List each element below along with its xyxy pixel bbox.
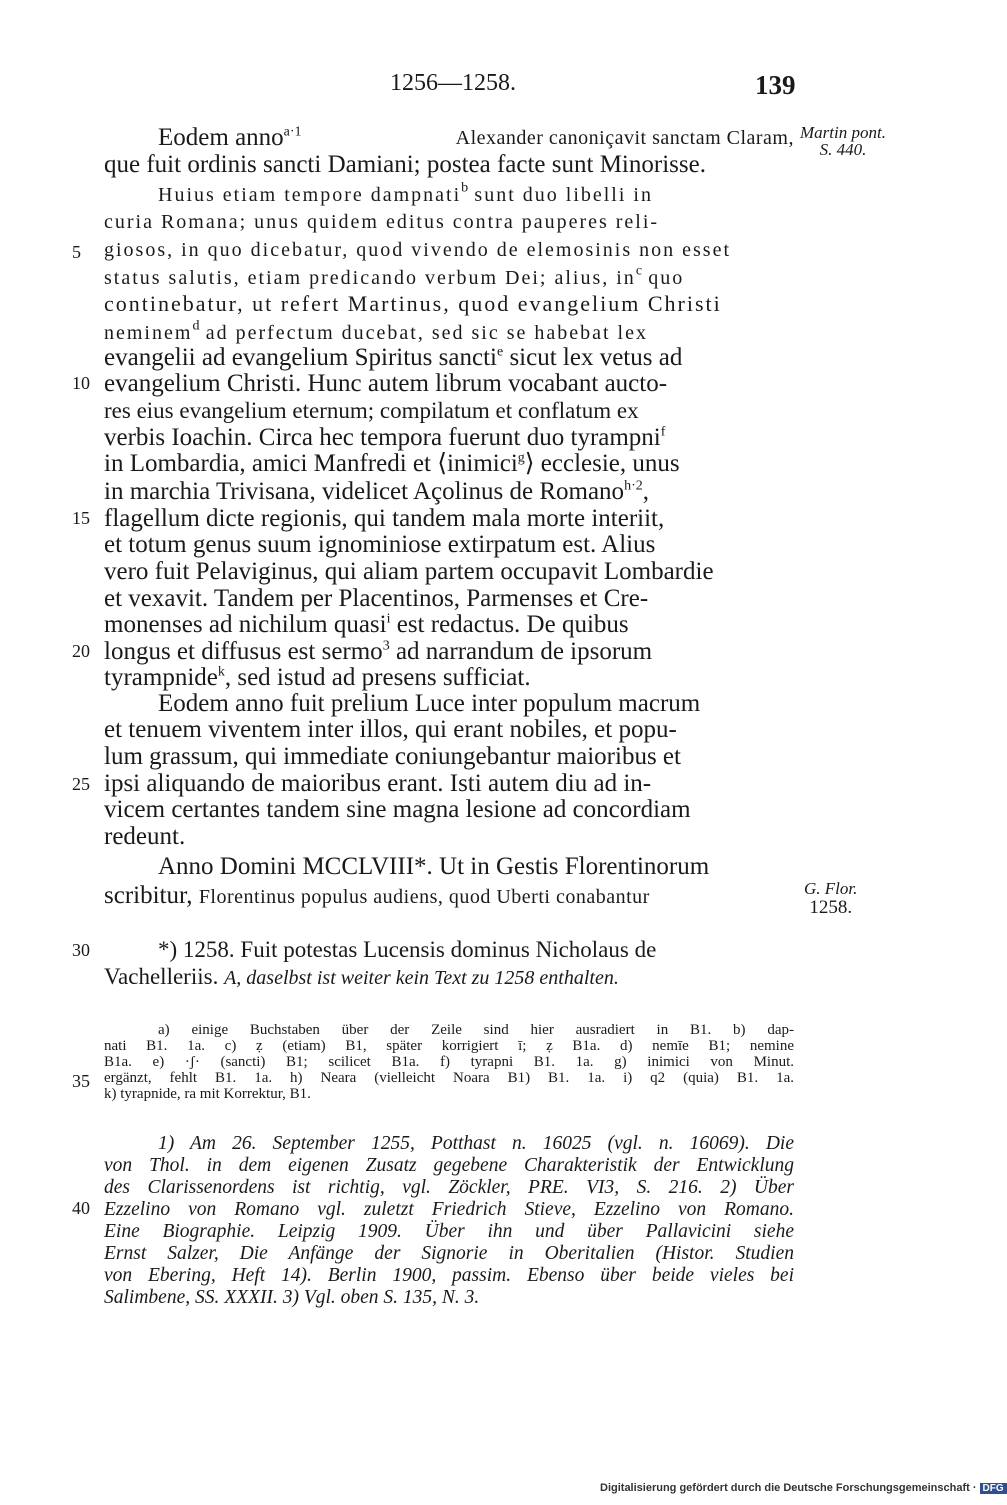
footnote-marker: b: [461, 180, 469, 196]
text-line: [104, 263, 684, 292]
variant-line: B1a. e) ·ʃ· (sancti) B1; scilicet B1a. f) tyrapni B1. 1a. g) inimici von Minut.: [104, 1054, 794, 1070]
footnote-marker: i: [386, 611, 391, 627]
page-header: [0, 0, 1000, 110]
text-line: et vexavit. Tandem per Placentinos, Parmenses et Cre-: [104, 585, 649, 612]
text-span: , sed istud ad presens sufficiat.: [224, 664, 531, 691]
text-span: Vachelleriis.: [104, 964, 219, 989]
text-span: ad perfectum ducebat, sed sic se habebat lex: [205, 322, 648, 344]
footer-credit: Digitalisierung gefördert durch die Deutsche Forschungsgemeinschaft ·: [600, 1482, 977, 1494]
margin-note-martin: [800, 124, 886, 158]
text-span: longus et diffusus est sermo: [104, 638, 383, 665]
dfg-footer: [600, 1482, 1007, 1494]
text-line: redeunt.: [104, 823, 186, 850]
variant-line: a) einige Buchstaben über der Zeile sind hier ausradiert in B1. b) dap-: [158, 1022, 794, 1038]
text-span: monenses ad nichilum quasi: [104, 611, 387, 638]
text-line: continebatur, ut refert Martinus, quod evangelium Christi: [104, 291, 722, 316]
text-span: in Lombardia, amici Manfredi et ⟨inimici: [104, 450, 518, 477]
star-note-line: *) 1258. Fuit potestas Lucensis dominus Nicholaus de: [158, 937, 657, 962]
text-span: status salutis, etiam predicando verbum Dei; alius, in: [104, 267, 636, 289]
line-number: 35: [72, 1071, 90, 1091]
text-span: Alexander canoniçavit sanctam Claram,: [455, 127, 794, 149]
star-note-line: [104, 964, 619, 991]
text-span: est redactus. De quibus: [396, 611, 629, 638]
note-line: Salimbene, SS. XXXII. 3) Vgl. oben S. 135, N. 3.: [104, 1287, 480, 1308]
footnote-marker: g: [517, 450, 525, 466]
page-number: 139: [755, 70, 796, 100]
text-line: ipsi aliquando de maioribus erant. Isti autem diu ad in-: [104, 770, 652, 797]
text-line: lum grassum, qui immediate coniungebantur maioribus et: [104, 743, 681, 770]
text-line: flagellum dicte regionis, qui tandem mala morte interiit,: [104, 505, 665, 532]
text-line: evangelium Christi. Hunc autem librum vocabant aucto-: [104, 370, 668, 397]
text-span: verbis Ioachin. Circa hec tempora fuerunt duo tyrampni: [104, 424, 661, 451]
footnote-marker: a·1: [283, 124, 302, 140]
text-line: Anno Domini MCCLVIII*. Ut in Gestis Florentinorum: [158, 853, 710, 880]
text-span: evangelii ad evangelium Spiritus sancti: [104, 344, 497, 371]
text-span: Eodem anno: [158, 124, 284, 151]
text-line: et tenuem viventem inter illos, qui erant nobiles, et popu-: [104, 716, 677, 743]
text-line: [104, 318, 648, 347]
text-span: Huius etiam tempore dampnati: [158, 184, 462, 206]
text-span: tyrampnide: [104, 664, 218, 691]
text-span: sicut lex vetus ad: [509, 344, 683, 371]
line-number: 5: [72, 242, 81, 262]
line-number: 25: [72, 774, 90, 794]
footnote-marker: k: [217, 664, 225, 680]
margin-note-line: 1258.: [809, 897, 853, 918]
text-span: in marchia Trivisana, videlicet Açolinus de Romano: [104, 478, 625, 505]
variant-line: nati B1. 1a. c) ẓ (etiam) B1, später korrigiert ī; ẓ B1a. d) nemīe B1; nemine: [104, 1038, 794, 1054]
line-number: 15: [72, 508, 90, 528]
text-line: [104, 424, 665, 452]
text-span: sunt duo libelli in: [474, 184, 653, 206]
line-number: 20: [72, 641, 90, 661]
text-line: [104, 882, 650, 911]
margin-note-line: Martin pont.: [800, 123, 886, 142]
footnote-marker: c: [635, 263, 643, 279]
note-line: von Thol. in dem eigenen Zusatz gegebene Charakteristik der Entwicklung: [104, 1155, 794, 1176]
text-span: quo: [648, 267, 685, 289]
note-line: des Clarissenordens ist richtig, vgl. Zöckler, PRE. VI3, S. 216. 2) Über: [104, 1177, 794, 1198]
text-line: [104, 478, 649, 506]
text-line: giosos, in quo dicebatur, quod vivendo de elemosinis non esset: [104, 239, 732, 261]
text-line: [104, 450, 680, 478]
note-line: Ernst Salzer, Die Anfänge der Signorie in Oberitalien (Histor. Studien: [104, 1243, 794, 1264]
footnote-marker: e: [496, 344, 504, 360]
text-line: et totum genus suum ignominiose extirpatum est. Alius: [104, 531, 656, 558]
footnote-marker: 3: [382, 638, 390, 654]
text-span: ,: [642, 478, 649, 505]
text-span: Florentinus populus audiens, quod Uberti conabantur: [198, 886, 650, 908]
text-span: ⟩ ecclesie, unus: [524, 450, 680, 477]
text-span: ad narrandum de ipsorum: [395, 638, 653, 665]
margin-note-line: G. Flor.: [804, 879, 858, 898]
text-line: [104, 344, 682, 372]
text-line: vicem certantes tandem sine magna lesione ad concordiam: [104, 796, 691, 823]
note-line: Ezzelino von Romano vgl. zuletzt Friedrich Stieve, Ezzelino von Romano.: [104, 1199, 794, 1220]
footnote-marker: d: [192, 318, 200, 334]
text-line: curia Romana; unus quidem editus contra pauperes reli-: [104, 211, 660, 233]
text-line: vero fuit Pelaviginus, qui aliam partem occupavit Lombardie: [104, 558, 714, 585]
note-line: Eine Biographie. Leipzig 1909. Über ihn und über Pallavicini siehe: [104, 1221, 794, 1242]
running-head-years: 1256—1258.: [390, 70, 516, 96]
footnote-marker: h·2: [624, 478, 643, 494]
text-line: [104, 664, 531, 692]
margin-note-gflor: [804, 880, 857, 916]
footnote-marker: f: [660, 424, 666, 440]
line-number: 10: [72, 373, 90, 393]
text-line: [158, 124, 794, 152]
variant-line: k) tyrapnide, ra mit Korrektur, B1.: [104, 1086, 311, 1102]
text-line: res eius evangelium eternum; compilatum et conflatum ex: [104, 398, 639, 423]
text-span: A, daselbst ist weiter kein Text zu 1258 enthalten.: [224, 967, 619, 989]
line-number: 30: [72, 940, 90, 960]
dfg-logo: DFG: [980, 1483, 1007, 1494]
text-line: [158, 180, 653, 209]
note-line: 1) Am 26. September 1255, Potthast n. 16025 (vgl. n. 16069). Die: [158, 1133, 794, 1154]
text-line: [104, 611, 629, 639]
variant-line: ergänzt, fehlt B1. 1a. h) Neara (vielleicht Noara B1) B1. 1a. i) q2 (quia) B1. 1a.: [104, 1070, 794, 1086]
note-line: von Ebering, Heft 14). Berlin 1900, passim. Ebenso über beide vieles bei: [104, 1265, 794, 1286]
text-line: Eodem anno fuit prelium Luce inter populum macrum: [158, 690, 701, 717]
text-span: neminem: [104, 322, 193, 344]
margin-note-line: S. 440.: [819, 140, 867, 159]
text-span: scribitur,: [104, 882, 193, 909]
text-line: [104, 638, 652, 666]
text-line: que fuit ordinis sancti Damiani; postea facte sunt Minorisse.: [104, 151, 706, 178]
line-number: 40: [72, 1198, 90, 1218]
